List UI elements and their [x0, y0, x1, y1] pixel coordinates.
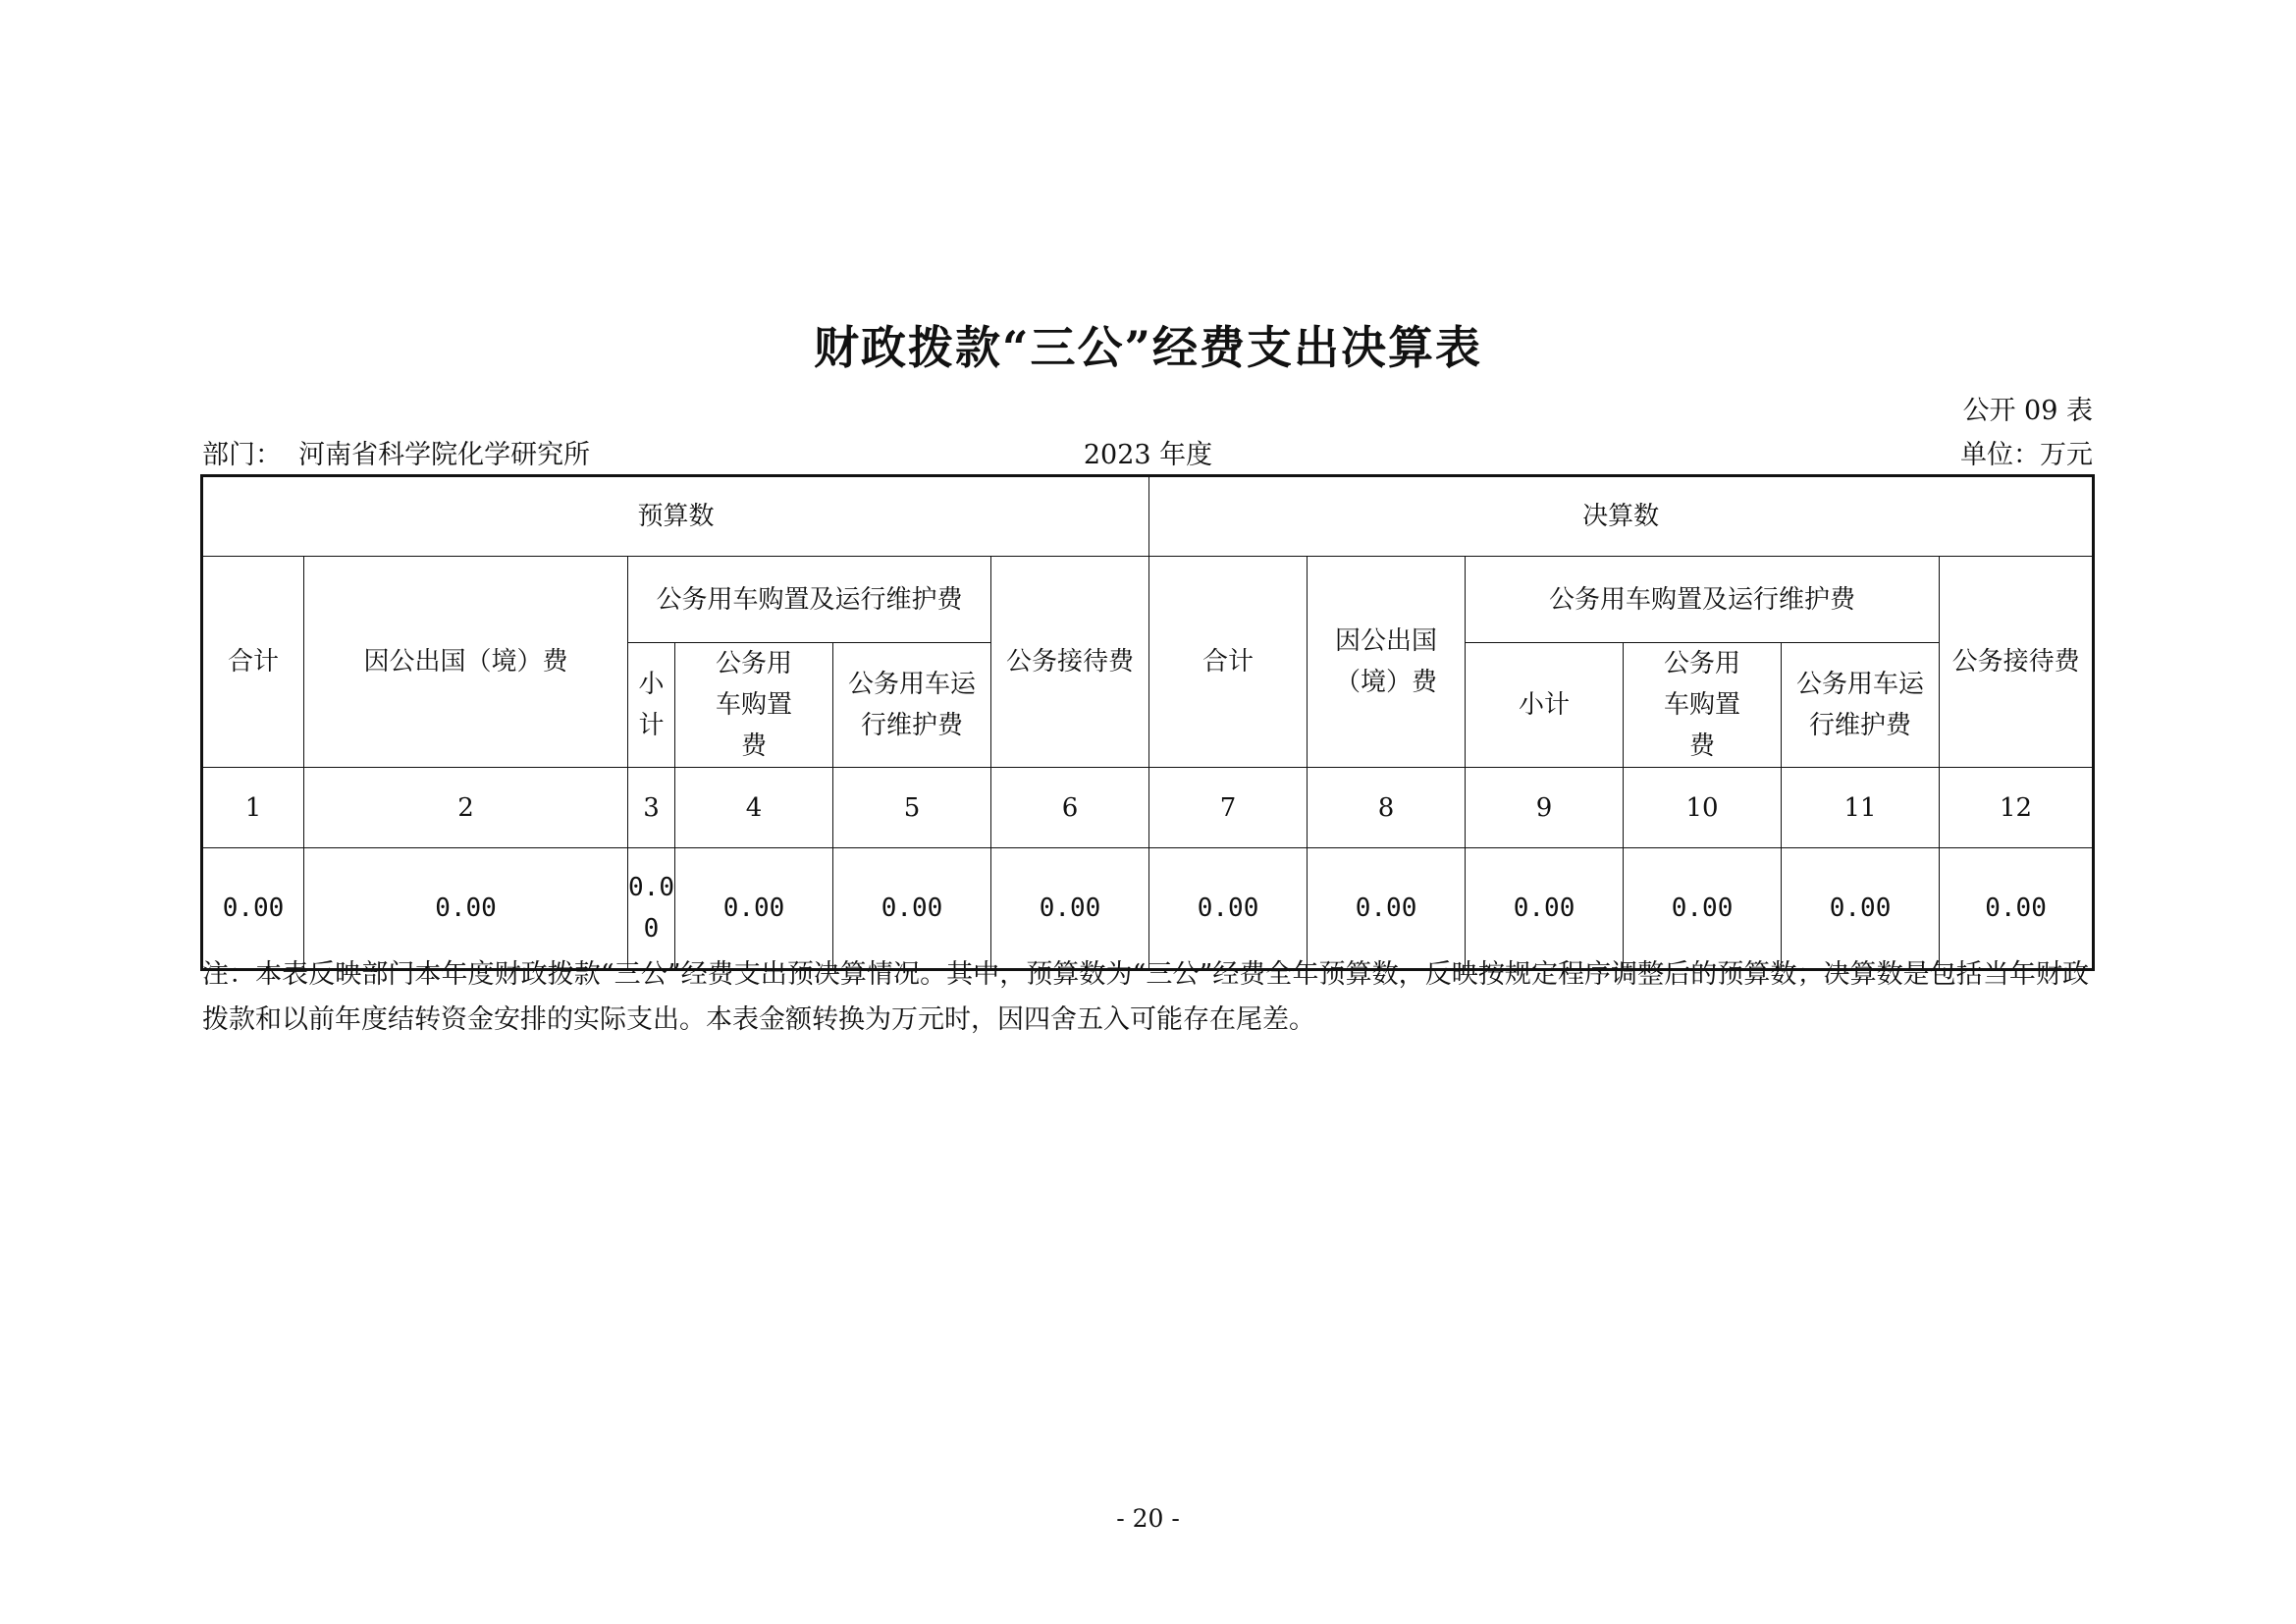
- index-cell: 5: [833, 768, 991, 848]
- final-vehicle-purchase-header: 公务用车购置费: [1624, 643, 1782, 768]
- unit-label: 单位：万元: [1960, 440, 2093, 470]
- index-row: [202, 768, 2094, 848]
- final-vehicle-operation-header: 公务用车运行维护费: [1782, 643, 1940, 768]
- value-cell: 0.00: [1466, 848, 1624, 970]
- index-cell: 9: [1466, 768, 1624, 848]
- final-total-header: 合计: [1149, 557, 1308, 768]
- value-cell: 0.00: [1149, 848, 1308, 970]
- final-vehicle-header: 公务用车购置及运行维护费: [1466, 557, 1940, 643]
- budget-subtotal-header: 小计: [628, 643, 675, 768]
- page-title: 财政拨款“三公”经费支出决算表: [814, 321, 1482, 374]
- index-cell: 4: [675, 768, 833, 848]
- index-cell: 2: [304, 768, 628, 848]
- index-cell: 12: [1940, 768, 2094, 848]
- value-cell: 0.00: [1624, 848, 1782, 970]
- index-cell: 8: [1308, 768, 1466, 848]
- column-header-row: [202, 557, 2094, 643]
- budget-vehicle-purchase-header: 公务用车购置费: [675, 643, 833, 768]
- value-cell: 0.00: [202, 848, 304, 970]
- value-cell: 0.00: [304, 848, 628, 970]
- budget-reception-header: 公务接待费: [991, 557, 1149, 768]
- budget-vehicle-header: 公务用车购置及运行维护费: [628, 557, 991, 643]
- index-cell: 6: [991, 768, 1149, 848]
- index-cell: 7: [1149, 768, 1308, 848]
- index-cell: 1: [202, 768, 304, 848]
- value-cell: 0.00: [1940, 848, 2094, 970]
- final-subtotal-header: 小计: [1466, 643, 1624, 768]
- budget-vehicle-operation-header: 公务用车运行维护费: [833, 643, 991, 768]
- value-cell: 0.00: [1308, 848, 1466, 970]
- value-cell: 0.00: [833, 848, 991, 970]
- index-cell: 11: [1782, 768, 1940, 848]
- three-public-expenses-table: [200, 474, 2095, 971]
- index-cell: 3: [628, 768, 675, 848]
- value-cell: 0.00: [628, 848, 675, 970]
- department-label: 部门： 河南省科学院化学研究所: [202, 440, 591, 470]
- value-cell: 0.00: [991, 848, 1149, 970]
- final-reception-header: 公务接待费: [1940, 557, 2094, 768]
- index-cell: 10: [1624, 768, 1782, 848]
- table-note: 注：本表反映部门本年度财政拨款“三公”经费支出预决算情况。其中，预算数为“三公”经费全年预算数，反映按规定程序调整后的预算数；决算数是包括当年财政拨款和以前年度结转资金安排的实际支出。本表金额转换为万元时，因四舍五入可能存在尾差。: [202, 959, 2089, 1035]
- group-header-row: [202, 476, 2094, 557]
- final-abroad-header: 因公出国（境）费: [1308, 557, 1466, 768]
- value-cell: 0.00: [1782, 848, 1940, 970]
- value-row: [202, 848, 2094, 970]
- fiscal-year: 2023 年度: [1083, 440, 1213, 470]
- value-cell: 0.00: [675, 848, 833, 970]
- form-number: 公开 09 表: [1962, 396, 2093, 426]
- budget-total-header: 合计: [202, 557, 304, 768]
- budget-header: 预算数: [202, 476, 1149, 557]
- final-header: 决算数: [1149, 476, 2094, 557]
- budget-abroad-header: 因公出国（境）费: [304, 557, 628, 768]
- page-number: - 20 -: [1116, 1504, 1180, 1533]
